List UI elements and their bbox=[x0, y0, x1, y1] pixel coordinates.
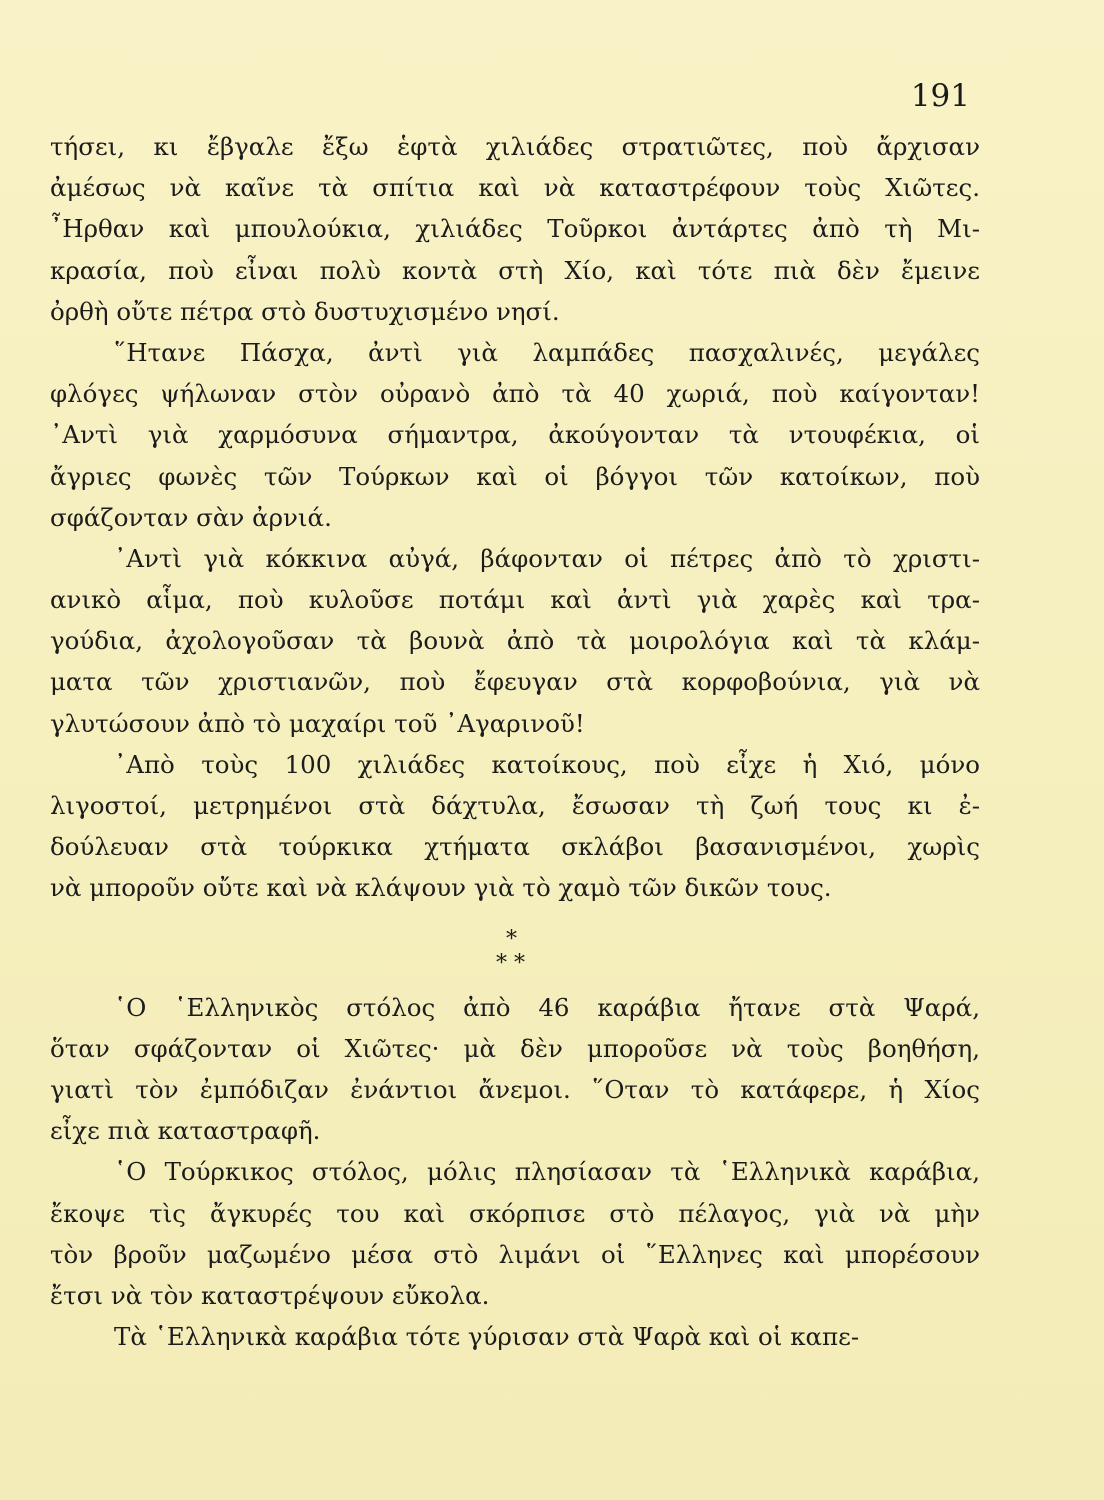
text-line: ᾿Απὸ τοὺς 100 χιλιάδες κατοίκους, ποὺ εἶχε ἡ Χιό, μόνο bbox=[114, 749, 980, 779]
paragraph bbox=[50, 1151, 980, 1316]
page-number: 191 bbox=[910, 78, 970, 114]
paragraph bbox=[50, 538, 980, 744]
text-line: λιγοστοί, μετρημένοι στὰ δάχτυλα, ἔσωσαν τὴ ζωή τους κι ἐ- bbox=[50, 791, 980, 820]
text-line: γλυτώσουν ἀπὸ τὸ μαχαίρι τοῦ ᾿Αγαρινοῦ! bbox=[50, 708, 585, 738]
text-line: τήσει, κι ἔβγαλε ἔξω ἑφτὰ χιλιάδες στρατιῶτες, ποὺ ἄρχισαν bbox=[50, 132, 980, 161]
text-line: ὀρθὴ οὔτε πέτρα στὸ δυστυχισμένο νησί. bbox=[50, 296, 560, 326]
text-line: ἔτσι νὰ τὸν καταστρέψουν εὔκολα. bbox=[50, 1280, 490, 1310]
text-line: ὅταν σφάζονταν οἱ Χιῶτες· μὰ δὲν μποροῦσε νὰ τοὺς βοηθήση, bbox=[50, 1033, 980, 1063]
ornament-bottom-asterisks: * * bbox=[496, 950, 525, 976]
text-line: ἀμέσως νὰ καῖνε τὰ σπίτια καὶ νὰ καταστρέφουν τοὺς Χιῶτες. bbox=[50, 173, 980, 203]
text-line: σφάζονταν σὰν ἀρνιά. bbox=[50, 502, 332, 532]
text-line: ῏Ηρθαν καὶ μπουλούκια, χιλιάδες Τοῦρκοι ἀντάρτες ἀπὸ τὴ Μι- bbox=[50, 214, 980, 244]
text-line: δούλευαν στὰ τούρκικα χτήματα σκλάβοι βασανισμένοι, χωρὶς bbox=[50, 832, 980, 862]
section-ornament bbox=[50, 909, 980, 987]
text-line: ῾Ο ῾Ελληνικὸς στόλος ἀπὸ 46 καράβια ἤτανε στὰ Ψαρά, bbox=[114, 992, 980, 1022]
ornament-top-asterisk: * bbox=[506, 926, 517, 952]
text-line: γούδια, ἀχολογοῦσαν τὰ βουνὰ ἀπὸ τὰ μοιρολόγια καὶ τὰ κλάμ- bbox=[50, 626, 980, 656]
text-line: εἶχε πιὰ καταστραφῆ. bbox=[50, 1116, 321, 1146]
text-line: ῾Ο Τούρκικος στόλος, μόλις πλησίασαν τὰ ῾Ελληνικὰ καράβια, bbox=[114, 1157, 980, 1187]
paragraph bbox=[50, 744, 980, 909]
paragraph bbox=[50, 332, 980, 538]
page-body bbox=[50, 126, 980, 1357]
text-line: κρασία, ποὺ εἶναι πολὺ κοντὰ στὴ Χίο, καὶ τότε πιὰ δὲν ἔμεινε bbox=[50, 255, 980, 285]
text-line: Τὰ ῾Ελληνικὰ καράβια τότε γύρισαν στὰ Ψαρὰ καὶ οἱ καπε- bbox=[114, 1322, 860, 1352]
text-line: φλόγες ψήλωναν στὸν οὐρανὸ ἀπὸ τὰ 40 χωριά, ποὺ καίγονταν! bbox=[50, 379, 980, 409]
text-line: τὸν βροῦν μαζωμένο μέσα στὸ λιμάνι οἱ ῞Ελληνες καὶ μπορέσουν bbox=[50, 1239, 980, 1269]
paragraph bbox=[50, 126, 980, 332]
text-line: ἔκοψε τὶς ἄγκυρές του καὶ σκόρπισε στὸ πέλαγος, γιὰ νὰ μὴν bbox=[50, 1198, 980, 1228]
text-line: ῞Ητανε Πάσχα, ἀντὶ γιὰ λαμπάδες πασχαλινές, μεγάλες bbox=[114, 337, 980, 367]
text-line: νὰ μποροῦν οὔτε καὶ νὰ κλάψουν γιὰ τὸ χαμὸ τῶν δικῶν τους. bbox=[50, 873, 832, 903]
paragraph bbox=[50, 987, 980, 1152]
text-block-upper bbox=[50, 126, 980, 909]
paragraph bbox=[50, 1316, 980, 1357]
text-block-lower bbox=[50, 987, 980, 1358]
text-line: ἄγριες φωνὲς τῶν Τούρκων καὶ οἱ βόγγοι τῶν κατοίκων, ποὺ bbox=[50, 461, 980, 491]
text-line: ᾿Αντὶ γιὰ κόκκινα αὐγά, βάφονταν οἱ πέτρες ἀπὸ τὸ χριστι- bbox=[114, 543, 980, 573]
text-line: ανικὸ αἷμα, ποὺ κυλοῦσε ποτάμι καὶ ἀντὶ γιὰ χαρὲς καὶ τρα- bbox=[50, 585, 980, 615]
text-line: ματα τῶν χριστιανῶν, ποὺ ἔφευγαν στὰ κορφοβούνια, γιὰ νὰ bbox=[50, 667, 980, 697]
text-line: ᾿Αντὶ γιὰ χαρμόσυνα σήμαντρα, ἀκούγονταν τὰ ντουφέκια, οἱ bbox=[50, 420, 980, 450]
text-line: γιατὶ τὸν ἐμπόδιζαν ἐνάντιοι ἄνεμοι. ῞Οταν τὸ κατάφερε, ἡ Χίος bbox=[50, 1074, 980, 1104]
